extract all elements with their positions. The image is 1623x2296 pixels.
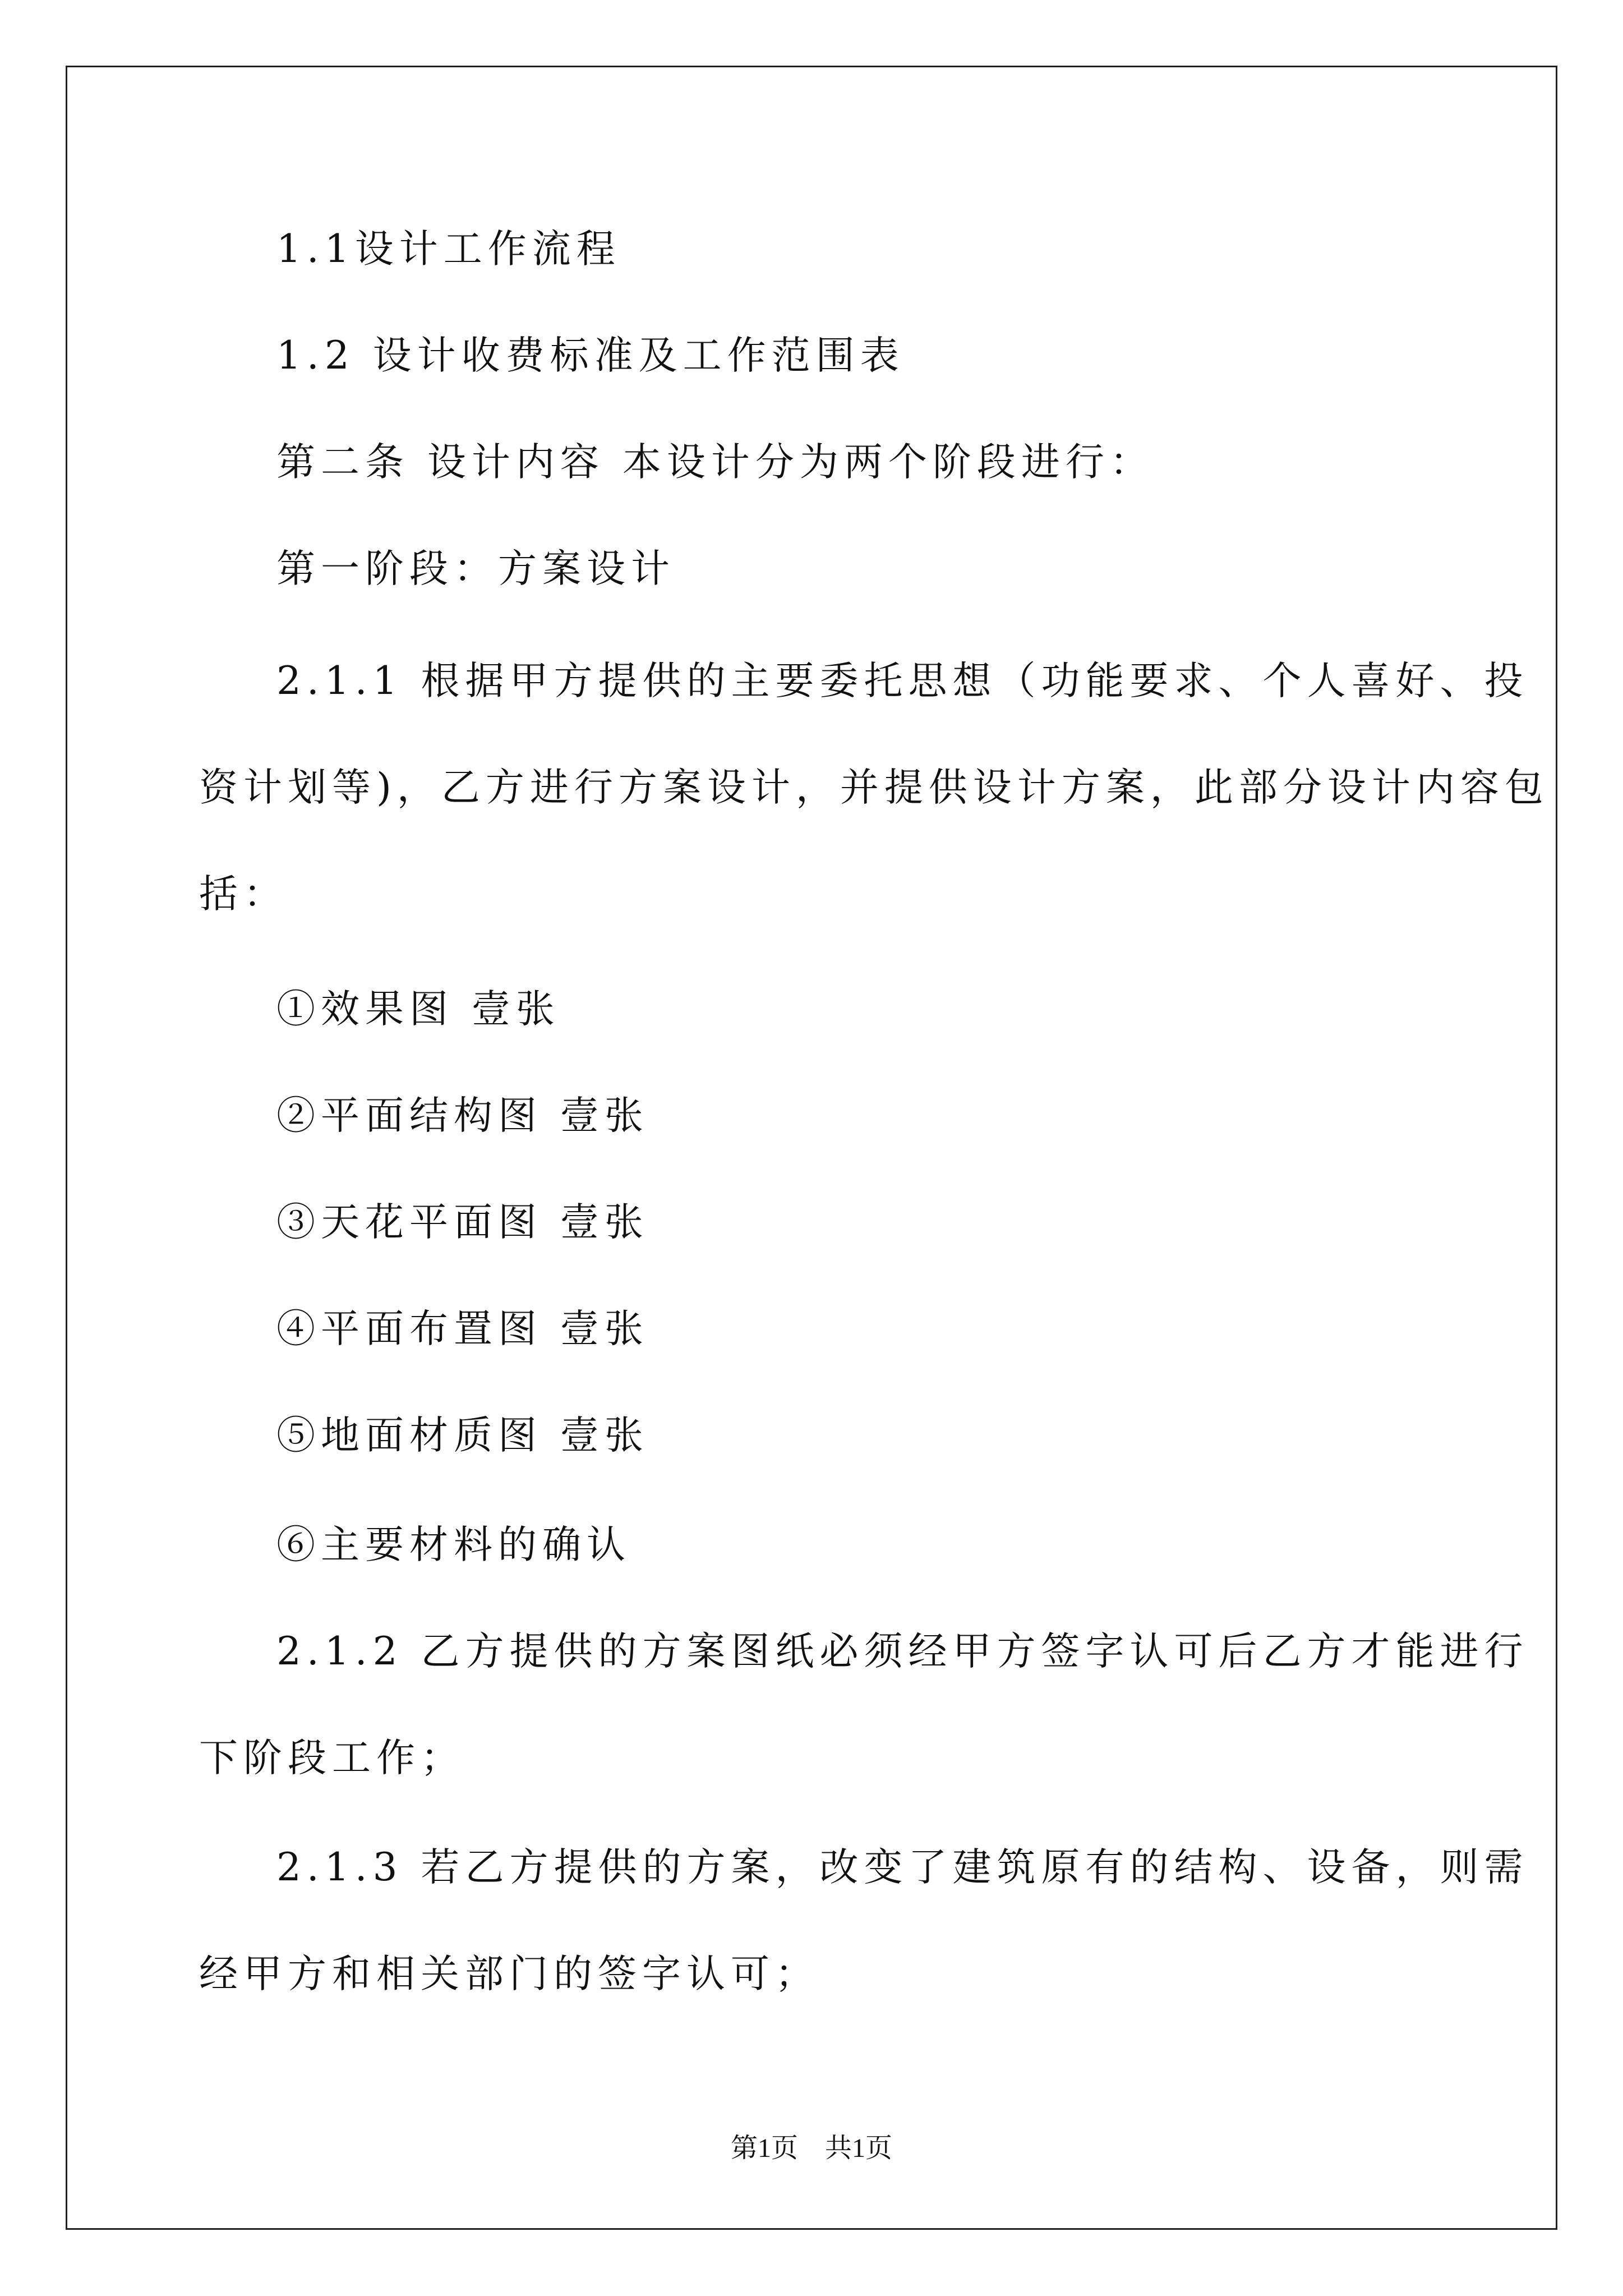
stage-1-title: 第一阶段：方案设计	[276, 546, 675, 591]
list-item-3: ③天花平面图 壹张	[276, 1200, 649, 1245]
clause-2-1-2-line-1: 2.1.2 乙方提供的方案图纸必须经甲方签字认可后乙方才能进行	[276, 1629, 1529, 1674]
list-item-4: ④平面布置图 壹张	[276, 1306, 649, 1351]
list-item-6: ⑥主要材料的确认	[276, 1522, 631, 1567]
heading-1-2: 1.2 设计收费标准及工作范围表	[276, 333, 905, 378]
clause-2-1-3-line-2: 经甲方和相关部门的签字认可；	[199, 1952, 819, 1996]
clause-2-1-1-line-1: 2.1.1 根据甲方提供的主要委托思想（功能要求、个人喜好、投	[276, 659, 1529, 703]
list-item-5: ⑤地面材质图 壹张	[276, 1413, 649, 1458]
clause-2-1-3-line-1: 2.1.3 若乙方提供的方案，改变了建筑原有的结构、设备，则需	[276, 1845, 1529, 1890]
list-item-1: ①效果图 壹张	[276, 987, 560, 1032]
article-2-title: 第二条 设计内容 本设计分为两个阶段进行：	[276, 440, 1154, 485]
list-item-2: ②平面结构图 壹张	[276, 1093, 649, 1138]
page-footer: 第1页 共1页	[730, 2133, 892, 2163]
heading-1-1: 1.1设计工作流程	[276, 227, 621, 272]
page-frame	[66, 66, 1557, 2230]
clause-2-1-1-line-2: 资计划等)，乙方进行方案设计，并提供设计方案，此部分设计内容包	[199, 765, 1549, 810]
clause-2-1-1-line-3: 括：	[199, 872, 288, 917]
clause-2-1-2-line-2: 下阶段工作；	[199, 1736, 465, 1780]
